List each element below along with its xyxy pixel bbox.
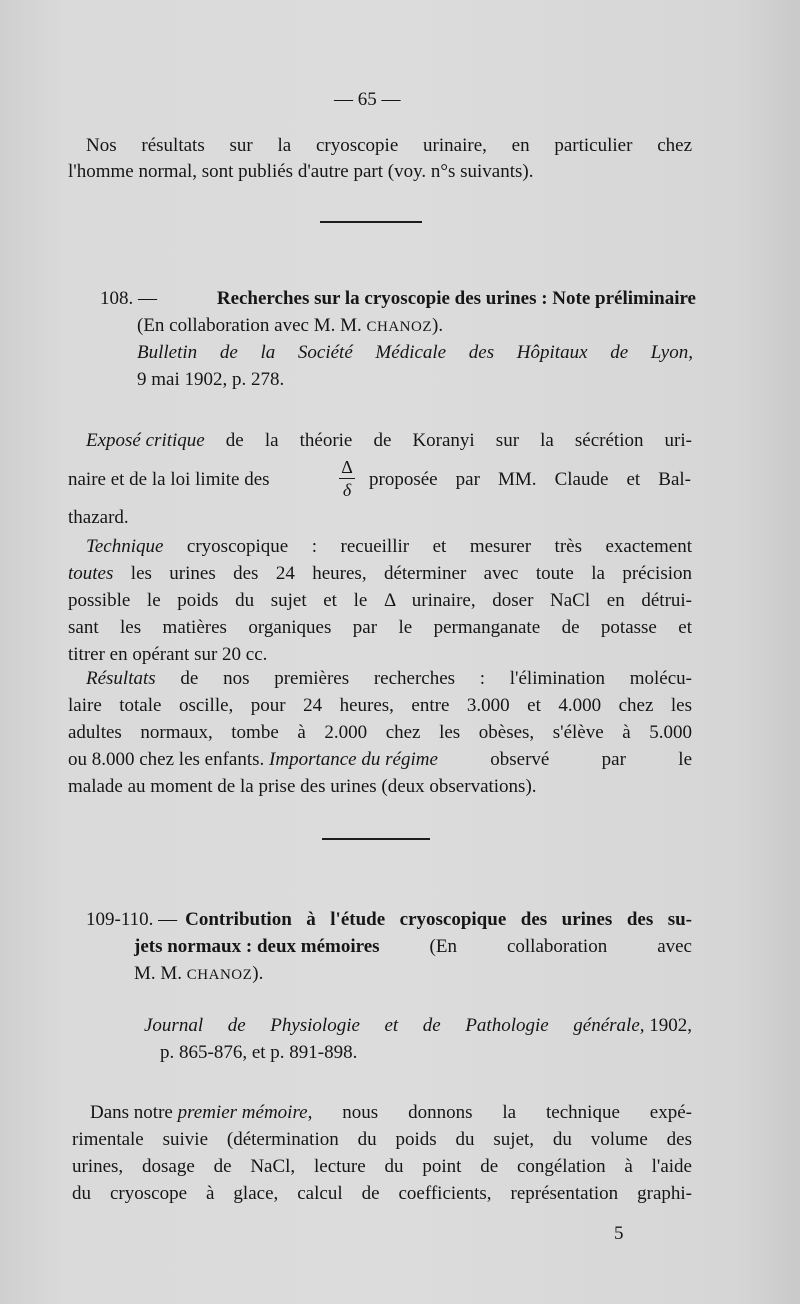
- collab-suffix: ).: [432, 315, 444, 336]
- intro-line-1: Nos résultats sur la cryoscopie urinaire, en particulier chez: [86, 135, 692, 156]
- entry-108-heading: [100, 287, 696, 311]
- p-expose-line-3: thazard.: [68, 507, 129, 528]
- collab-name: CHANOZ: [366, 319, 433, 335]
- resultats-text: de nos premières recherches : l'élimination molécu-: [155, 668, 692, 689]
- entry-109-journal-name: Journal de Physiologie et de Pathologie générale,: [144, 1015, 645, 1036]
- entry-108-date: 9 mai 1902, p. 278.: [137, 369, 285, 390]
- p-expose-line-1: [86, 429, 692, 453]
- fraction-numerator: Δ: [341, 457, 353, 477]
- technique-toutes: toutes: [68, 563, 114, 584]
- entry-109-p1-a: Dans notre: [90, 1102, 178, 1123]
- p-resultats-line-2: laire totale oscille, pour 24 heures, entre 3.000 et 4.000 chez les: [68, 695, 692, 716]
- entry-109-heading-line-1: [86, 908, 692, 932]
- technique-text: cryoscopique : recueillir et mesurer très exactement: [163, 536, 692, 557]
- entry-109-p1-line-4: du cryoscope à glace, calcul de coefficients, représentation graphi-: [72, 1183, 692, 1204]
- technique-label: Technique: [86, 536, 164, 557]
- expose-text: de la théorie de Koranyi sur la sécrétion uri-: [204, 430, 692, 451]
- resultats-line4-a: ou 8.000 chez les enfants.: [68, 749, 270, 770]
- fraction-bar: [339, 478, 355, 479]
- entry-109-collab-prefix: M. M.: [134, 963, 187, 984]
- fraction-denominator: δ: [342, 480, 352, 500]
- page-number: — 65 —: [334, 89, 401, 110]
- entry-109-p1-line-2: rimentale suivie (détermination du poids du sujet, du volume des: [72, 1129, 692, 1150]
- entry-109-collab-suffix: ).: [252, 963, 264, 984]
- entry-108-number: 108. —: [100, 288, 157, 309]
- signature-mark: 5: [614, 1223, 624, 1244]
- entry-109-number: 109-110. —: [86, 909, 178, 930]
- p-technique-line-1: [86, 535, 692, 559]
- resultats-label: Résultats: [86, 668, 156, 689]
- entry-109-collab-a: (En collaboration avec: [379, 936, 692, 957]
- resultats-line4-b: observé par le: [437, 749, 692, 770]
- entry-109-p1-line-1: [90, 1101, 692, 1125]
- resultats-line4-italic: Importance du régime: [269, 749, 438, 770]
- entry-108-journal: Bulletin de la Société Médicale des Hôpitaux de Lyon,: [137, 342, 693, 363]
- entry-109-pages: p. 865-876, et p. 891-898.: [160, 1042, 358, 1063]
- p-technique-line-4: sant les matières organiques par le permanganate de potasse et: [68, 617, 692, 638]
- entry-109-journal-year: 1902,: [644, 1015, 692, 1036]
- p-resultats-line-3: adultes normaux, tombe à 2.000 chez les obèses, s'élève à 5.000: [68, 722, 692, 743]
- p-technique-line-5: titrer en opérant sur 20 cc.: [68, 644, 268, 665]
- p-expose-line-2a: naire et de la loi limite des: [68, 469, 270, 490]
- entry-109-p1-b: , nous donnons la technique expé-: [307, 1102, 692, 1123]
- intro-line-2: l'homme normal, sont publiés d'autre part (voy. n°s suivants).: [68, 161, 534, 182]
- entry-109-collab-line: [134, 962, 263, 987]
- section-divider-2: [322, 838, 430, 840]
- section-divider-1: [320, 221, 422, 223]
- entry-109-p1-line-3: urines, dosage de NaCl, lecture du point de congélation à l'aide: [72, 1156, 692, 1177]
- expose-label: Exposé critique: [86, 430, 205, 451]
- entry-108-collaboration: [137, 314, 443, 339]
- entry-108-title: Recherches sur la cryoscopie des urines : Note préliminaire: [216, 288, 696, 309]
- entry-109-journal: [144, 1014, 692, 1038]
- entry-109-p1-italic: premier mémoire: [177, 1102, 308, 1123]
- p-resultats-line-1: [86, 667, 692, 691]
- technique-line2-text: les urines des 24 heures, déterminer avec toute la précision: [113, 563, 692, 584]
- entry-109-heading-line-2: [134, 935, 692, 959]
- entry-109-title-2: jets normaux : deux mémoires: [134, 936, 380, 957]
- p-technique-line-2: [68, 562, 692, 586]
- entry-109-title-1: Contribution à l'étude cryoscopique des urines des su-: [185, 909, 692, 930]
- p-expose-line-2b: proposée par MM. Claude et Bal-: [369, 469, 691, 490]
- entry-109-collab-name: CHANOZ: [186, 967, 253, 983]
- p-resultats-line-4: [68, 748, 692, 772]
- p-resultats-line-5: malade au moment de la prise des urines (deux observations).: [68, 776, 537, 797]
- collab-prefix: (En collaboration avec M. M.: [137, 315, 367, 336]
- p-technique-line-3: possible le poids du sujet et le Δ urinaire, doser NaCl en détrui-: [68, 590, 692, 611]
